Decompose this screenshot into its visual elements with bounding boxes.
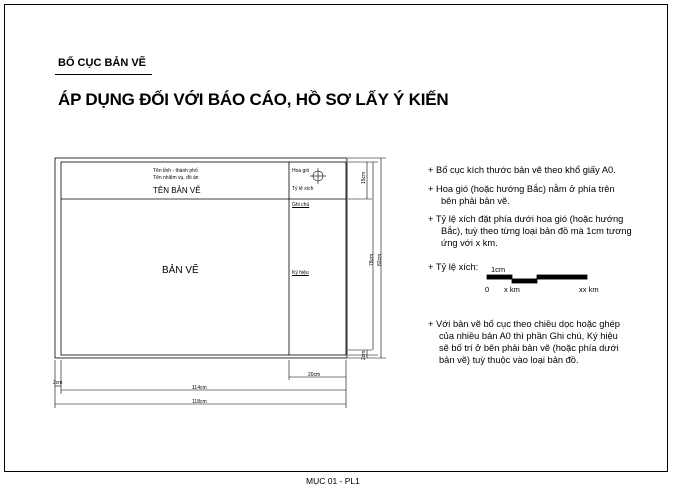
dim-15cm: 15cm <box>361 171 367 184</box>
dim-2cm-horizontal: 2cm <box>53 380 63 386</box>
scale-bar-segment-1 <box>487 275 512 279</box>
dim-20cm: 20cm <box>308 372 321 378</box>
scale-bar-segment-2 <box>512 279 537 283</box>
dim-118cm: 118cm <box>192 399 207 405</box>
note-4: + Tỷ lệ xích: <box>428 262 479 272</box>
note-5-line-1: + Với bản vẽ bố cục theo chiều dọc hoặc ghép <box>428 319 620 329</box>
drawing-area-label: BẢN VẼ <box>162 265 199 276</box>
dim-82cm: 82cm <box>377 253 383 266</box>
scale-bar-zero: 0 <box>485 285 490 294</box>
scale-bar-x-km: x km <box>504 285 520 294</box>
dim-114cm: 114cm <box>192 385 207 391</box>
note-2-line-2: bên phải bản vẽ. <box>441 196 510 206</box>
note-5-line-3: sẽ bố trí ở bên phải bản vẽ (hoặc phía dưới <box>439 343 619 353</box>
note-3-line-3: ứng với x km. <box>441 238 498 248</box>
wind-rose-label: Hoa gió <box>292 168 310 174</box>
note-5-line-2: của nhiều bản A0 thì phần Ghi chú, Ký hiệu <box>439 331 618 341</box>
section-title: BỐ CỤC BẢN VẼ <box>58 57 147 69</box>
note-1: + Bố cục kích thước bản vẽ theo khổ giấy A0. <box>428 165 616 175</box>
scale-bar-segment-3 <box>537 275 587 279</box>
main-title: ÁP DỤNG ĐỐI VỚI BÁO CÁO, HỒ SƠ LẤY Ý KIẾN <box>58 90 449 109</box>
note-3-line-2: Bắc), tuỳ theo từng loại bản đồ mà 1cm tương <box>441 226 632 236</box>
note-5-line-4: bản vẽ) tuỳ thuộc vào loại bản đồ. <box>439 355 579 365</box>
scale-bar <box>487 275 587 283</box>
scale-bar-xx-km: xx km <box>579 285 599 294</box>
legend-label: Ký hiệu <box>292 270 309 276</box>
drawing-name-label: TÊN BẢN VẼ <box>153 186 201 195</box>
scale-bar-unit: 1cm <box>491 265 506 274</box>
scale-label: Tỷ lệ xích <box>292 186 314 192</box>
province-label: Tên tỉnh - thành phố <box>153 168 198 174</box>
footer-label: MỤC 01 - PL1 <box>306 476 360 486</box>
note-2-line-1: + Hoa gió (hoặc hướng Bắc) nằm ở phía trên <box>428 184 615 194</box>
dim-78cm: 78cm <box>369 253 375 266</box>
note-3-line-1: + Tỷ lệ xích đặt phía dưới hoa gió (hoặc hướng <box>428 214 624 224</box>
notes-label: Ghi chú <box>292 202 310 208</box>
project-label: Tên nhiệm vụ, đồ án <box>153 175 199 181</box>
dim-2cm-vertical: 2cm <box>361 350 367 360</box>
compass-icon <box>310 168 326 184</box>
